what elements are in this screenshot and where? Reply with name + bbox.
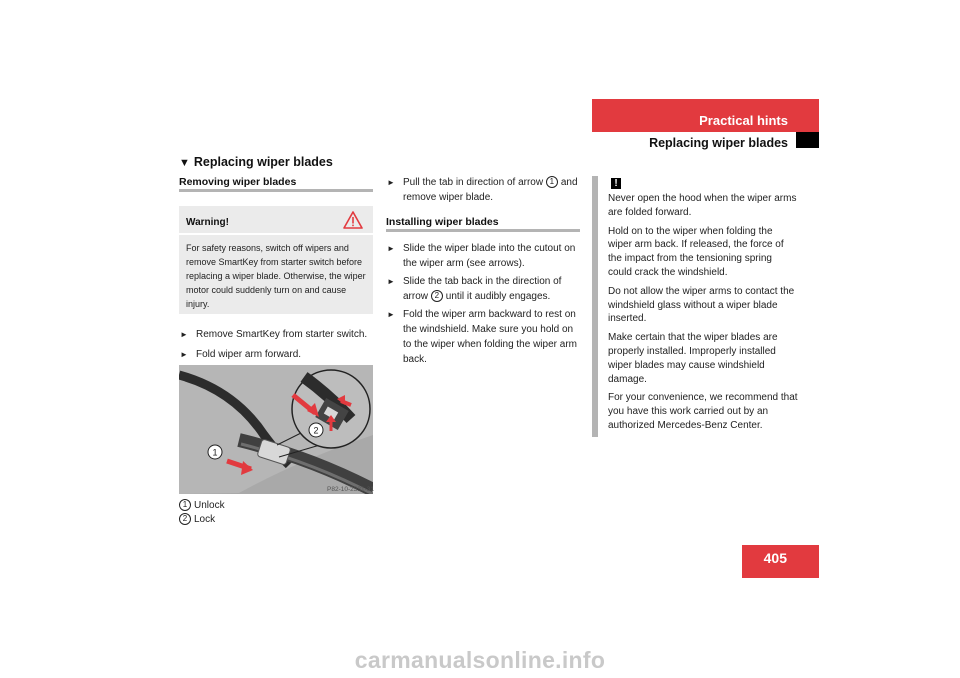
- step-fold-arm-forward: [180, 347, 376, 362]
- step-slide-tab-back: [387, 274, 582, 304]
- warning-text: For safety reasons, switch off wipers and remove SmartKey from starter switch before replacing a wiper blade. Otherwise, the wiper motor could suddenly turn on and cause injury.: [186, 243, 366, 309]
- step-text: [387, 274, 582, 304]
- step-text-part: Pull the tab in direction of arrow: [403, 177, 544, 188]
- note-paragraph: Hold on to the wiper when folding the wiper arm back. If released, the force of the impact from the tensioning spring could crack the windshield.: [608, 225, 784, 278]
- step-bullet-icon: ►: [180, 350, 188, 359]
- step-bullet-icon: ►: [180, 330, 188, 339]
- step-fold-arm-backward: [387, 307, 582, 367]
- callout-number: 1: [546, 176, 558, 188]
- triangle-bullet-icon: ▼: [179, 157, 190, 169]
- note-sidebar-bar: [592, 176, 598, 437]
- callout-number: 2: [431, 290, 443, 302]
- step-text: [387, 175, 582, 205]
- step-bullet-icon: ►: [387, 178, 395, 187]
- exclamation-icon: !: [611, 178, 621, 189]
- wiper-illustration-drawing: [179, 365, 373, 494]
- wiper-arm-illustration: [179, 365, 373, 494]
- step-bullet-icon: ►: [387, 277, 395, 286]
- callout-number: 1: [179, 499, 191, 511]
- legend-item-lock: [179, 513, 215, 525]
- step-bullet-icon: ►: [387, 310, 395, 319]
- svg-text:1: 1: [212, 447, 218, 458]
- header-section-title: Practical hints: [699, 113, 788, 128]
- step-text: Remove SmartKey from starter switch.: [196, 329, 368, 340]
- warning-triangle-icon: [343, 211, 363, 229]
- header-black-marker: [796, 132, 819, 148]
- step-text: Fold wiper arm forward.: [196, 349, 302, 360]
- section-title-text: Replacing wiper blades: [193, 155, 333, 169]
- legend-label: Unlock: [194, 500, 225, 511]
- step-text: Slide the wiper blade into the cutout on the wiper arm (see arrows).: [403, 243, 576, 269]
- step-text-part: Slide the tab back in the direction of arrow: [403, 276, 562, 302]
- step-remove-smartkey: [180, 327, 376, 342]
- legend-label: Lock: [194, 514, 216, 525]
- subheading-rule: [179, 189, 373, 192]
- step-slide-blade: [387, 241, 582, 271]
- warning-divider: [179, 233, 373, 235]
- callout-number: 2: [179, 513, 191, 525]
- note-paragraph: For your convenience, we recommend that you have this work carried out by an authorized Mercedes-Benz Center.: [608, 392, 798, 431]
- page-number: 405: [763, 550, 787, 566]
- figure-code: P82-10-2331-31: [327, 486, 374, 493]
- header-subsection-title: Replacing wiper blades: [649, 136, 788, 150]
- legend-item-unlock: [179, 499, 225, 511]
- step-bullet-icon: ►: [387, 244, 395, 253]
- subheading-rule: [386, 229, 580, 232]
- section-title: [179, 155, 333, 169]
- warning-title: Warning!: [186, 217, 229, 228]
- note-paragraph: Do not allow the wiper arms to contact the windshield glass without a wiper blade inserted.: [608, 285, 795, 325]
- watermark[interactable]: carmanualsonline.info: [354, 647, 606, 673]
- subheading-removing: Removing wiper blades: [179, 176, 297, 188]
- subheading-installing: Installing wiper blades: [386, 216, 499, 228]
- svg-text:2: 2: [313, 425, 319, 436]
- step-text-part: and remove wiper blade.: [403, 177, 578, 203]
- note-text: [608, 192, 798, 438]
- note-paragraph: Never open the hood when the wiper arms are folded forward.: [608, 193, 797, 218]
- step-text-part: until it audibly engages.: [445, 291, 551, 302]
- step-pull-tab: [387, 175, 582, 205]
- note-paragraph: Make certain that the wiper blades are properly installed. Improperly installed wiper blades may cause windshield damage.: [608, 332, 778, 385]
- step-text: Fold the wiper arm backward to rest on the windshield. Make sure you hold on to the wiper when folding the wiper arm back.: [403, 309, 577, 365]
